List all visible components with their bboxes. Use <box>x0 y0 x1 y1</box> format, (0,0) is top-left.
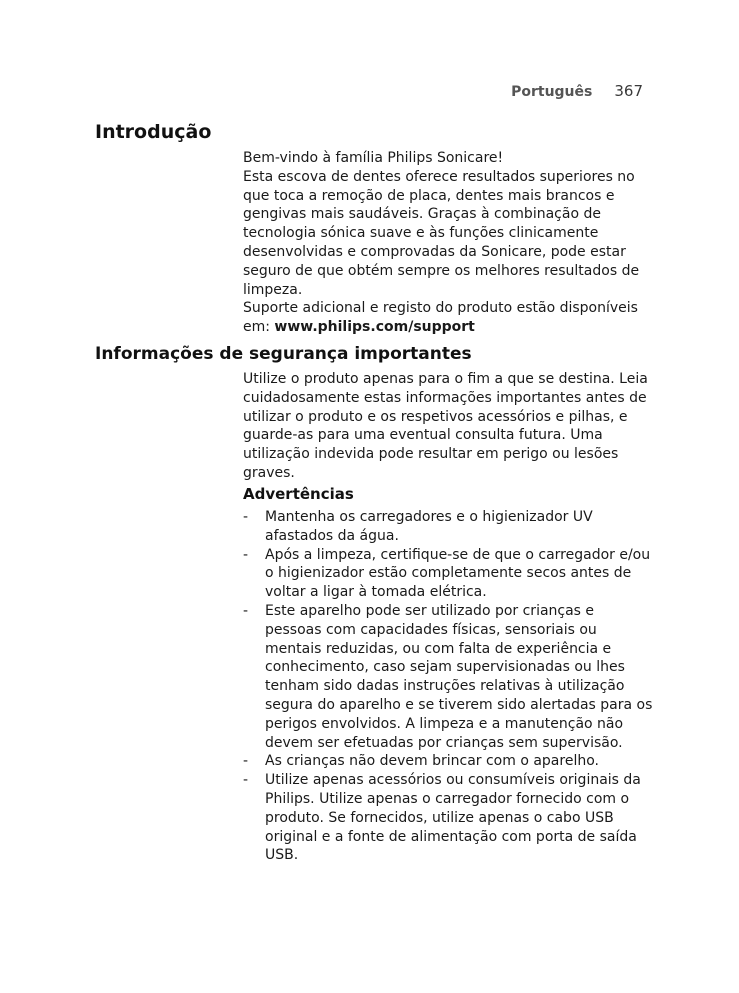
list-item <box>243 508 653 546</box>
bullet-dash: - <box>243 546 249 563</box>
warnings-heading: Advertências <box>243 485 354 503</box>
section-language-label: Português <box>511 84 593 100</box>
bullet-dash: - <box>243 753 249 770</box>
list-item <box>243 546 653 602</box>
support-text: Suporte adicional e registo do produto estão disponíveis em: <box>243 300 638 336</box>
list-item <box>243 771 653 865</box>
intro-body <box>243 149 653 337</box>
bullet-dash: - <box>243 509 249 525</box>
support-link[interactable]: www.philips.com/support <box>274 319 475 336</box>
list-item <box>243 602 653 752</box>
bullet-dash: - <box>243 602 249 619</box>
warning-text: Este aparelho pode ser utilizado por crianças e pessoas com capacidades físicas, sensoriais ou mentais reduzidas, ou com falta de experiência e conhecimento, caso sejam supervisionadas ou lhes tenham sido dadas instruções relativas à utilização segura do aparelho e se tiverem sido alertadas para os perigos envolvidos. A limpeza e a manutenção não devem ser efetuadas por crianças sem supervisão. <box>265 602 653 751</box>
warning-text: Após a limpeza, certifique-se de que o carregador e/ou o higienizador estão completamente secos antes de voltar a ligar à tomada elétrica. <box>265 546 651 601</box>
warning-text: Mantenha os carregadores e o higienizador UV afastados da água. <box>265 509 593 544</box>
page-header <box>511 82 643 100</box>
support-paragraph <box>243 299 653 337</box>
safety-body <box>243 370 653 483</box>
intro-heading: Introdução <box>95 121 212 143</box>
safety-paragraph: Utilize o produto apenas para o fim a que se destina. Leia cuidadosamente estas informações importantes antes de utilizar o produto e os respetivos acessórios e pilhas, e guarde-as para uma eventual consulta futura. Uma utilização indevida pode resultar em perigo ou lesões graves. <box>243 371 648 481</box>
warning-text: Utilize apenas acessórios ou consumíveis originais da Philips. Utilize apenas o carregador fornecido com o produto. Se fornecidos, utilize apenas o cabo USB original e a fonte de alimentação com porta de saída USB. <box>265 772 641 864</box>
list-item <box>243 752 653 771</box>
intro-welcome: Bem-vindo à família Philips Sonicare! <box>243 150 504 166</box>
page-number: 367 <box>614 82 643 100</box>
safety-heading: Informações de segurança importantes <box>95 344 472 364</box>
intro-description: Esta escova de dentes oferece resultados superiores no que toca a remoção de placa, dentes mais brancos e gengivas mais saudáveis. Graças à combinação de tecnologia sónica suave e às funções clinicamente desenvolvidas e comprovadas da Sonicare, pode estar seguro de que obtém sempre os melhores resultados de limpeza. <box>243 168 640 298</box>
warning-text: As crianças não devem brincar com o aparelho. <box>265 753 599 770</box>
bullet-dash: - <box>243 772 249 789</box>
warnings-list <box>243 508 653 865</box>
